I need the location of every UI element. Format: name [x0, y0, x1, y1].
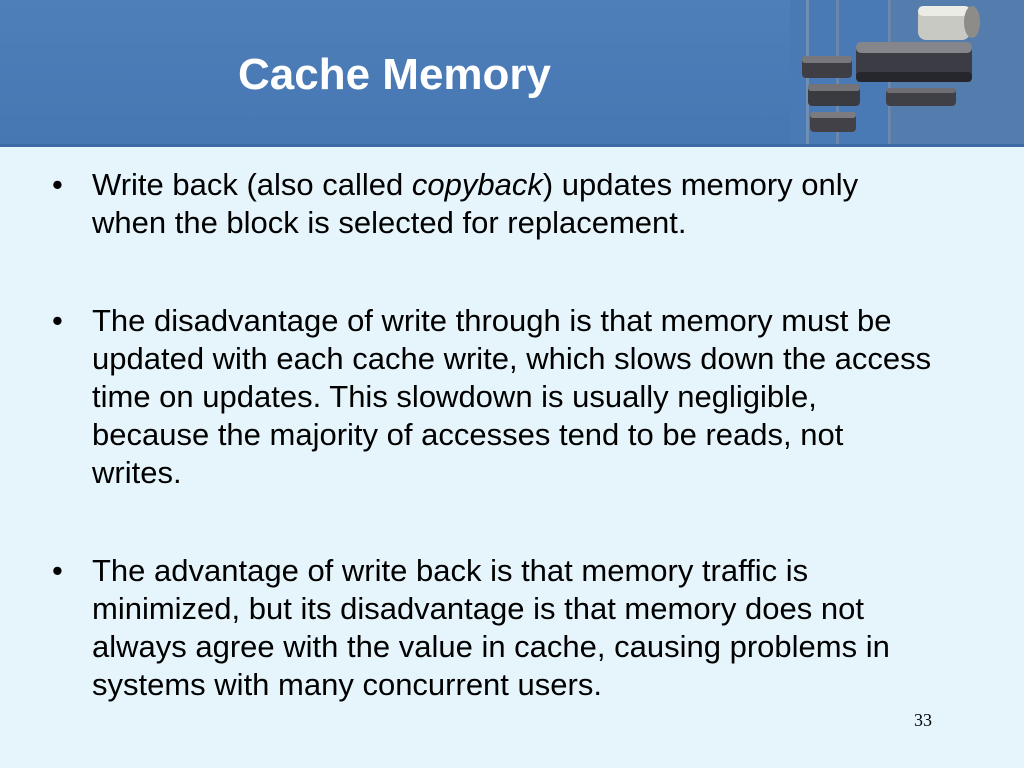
bullet-item [52, 302, 932, 492]
bullet-text: ) updates memory only when the block is selected for replacement. [92, 167, 859, 240]
bullet-text: Write back (also called [92, 167, 412, 202]
bullet-text: The advantage of write back is that memory traffic is minimized, but its disadvantage is that memory does not always agree with the value in cache, causing problems in systems with many concurrent users. [92, 553, 890, 702]
bullet-glyph: • [52, 553, 63, 588]
bullet-emphasis: copyback [411, 167, 543, 202]
slide-header [0, 0, 1024, 146]
bullet-item [52, 166, 932, 242]
bullet-item [52, 552, 932, 704]
bullet-text: The disadvantage of write through is that memory must be updated with each cache write, which slows down the access time on updates. This slowdown is usually negligible, because the majority of accesses tend to be reads, not writes. [92, 303, 932, 490]
pipes-photo-icon [790, 0, 1024, 146]
bullet-glyph: • [52, 167, 63, 202]
bullet-list [52, 166, 932, 704]
header-divider [0, 144, 1024, 147]
slide-title: Cache Memory [238, 50, 552, 99]
bullet-glyph: • [52, 303, 63, 338]
page-number: 33 [914, 710, 932, 730]
